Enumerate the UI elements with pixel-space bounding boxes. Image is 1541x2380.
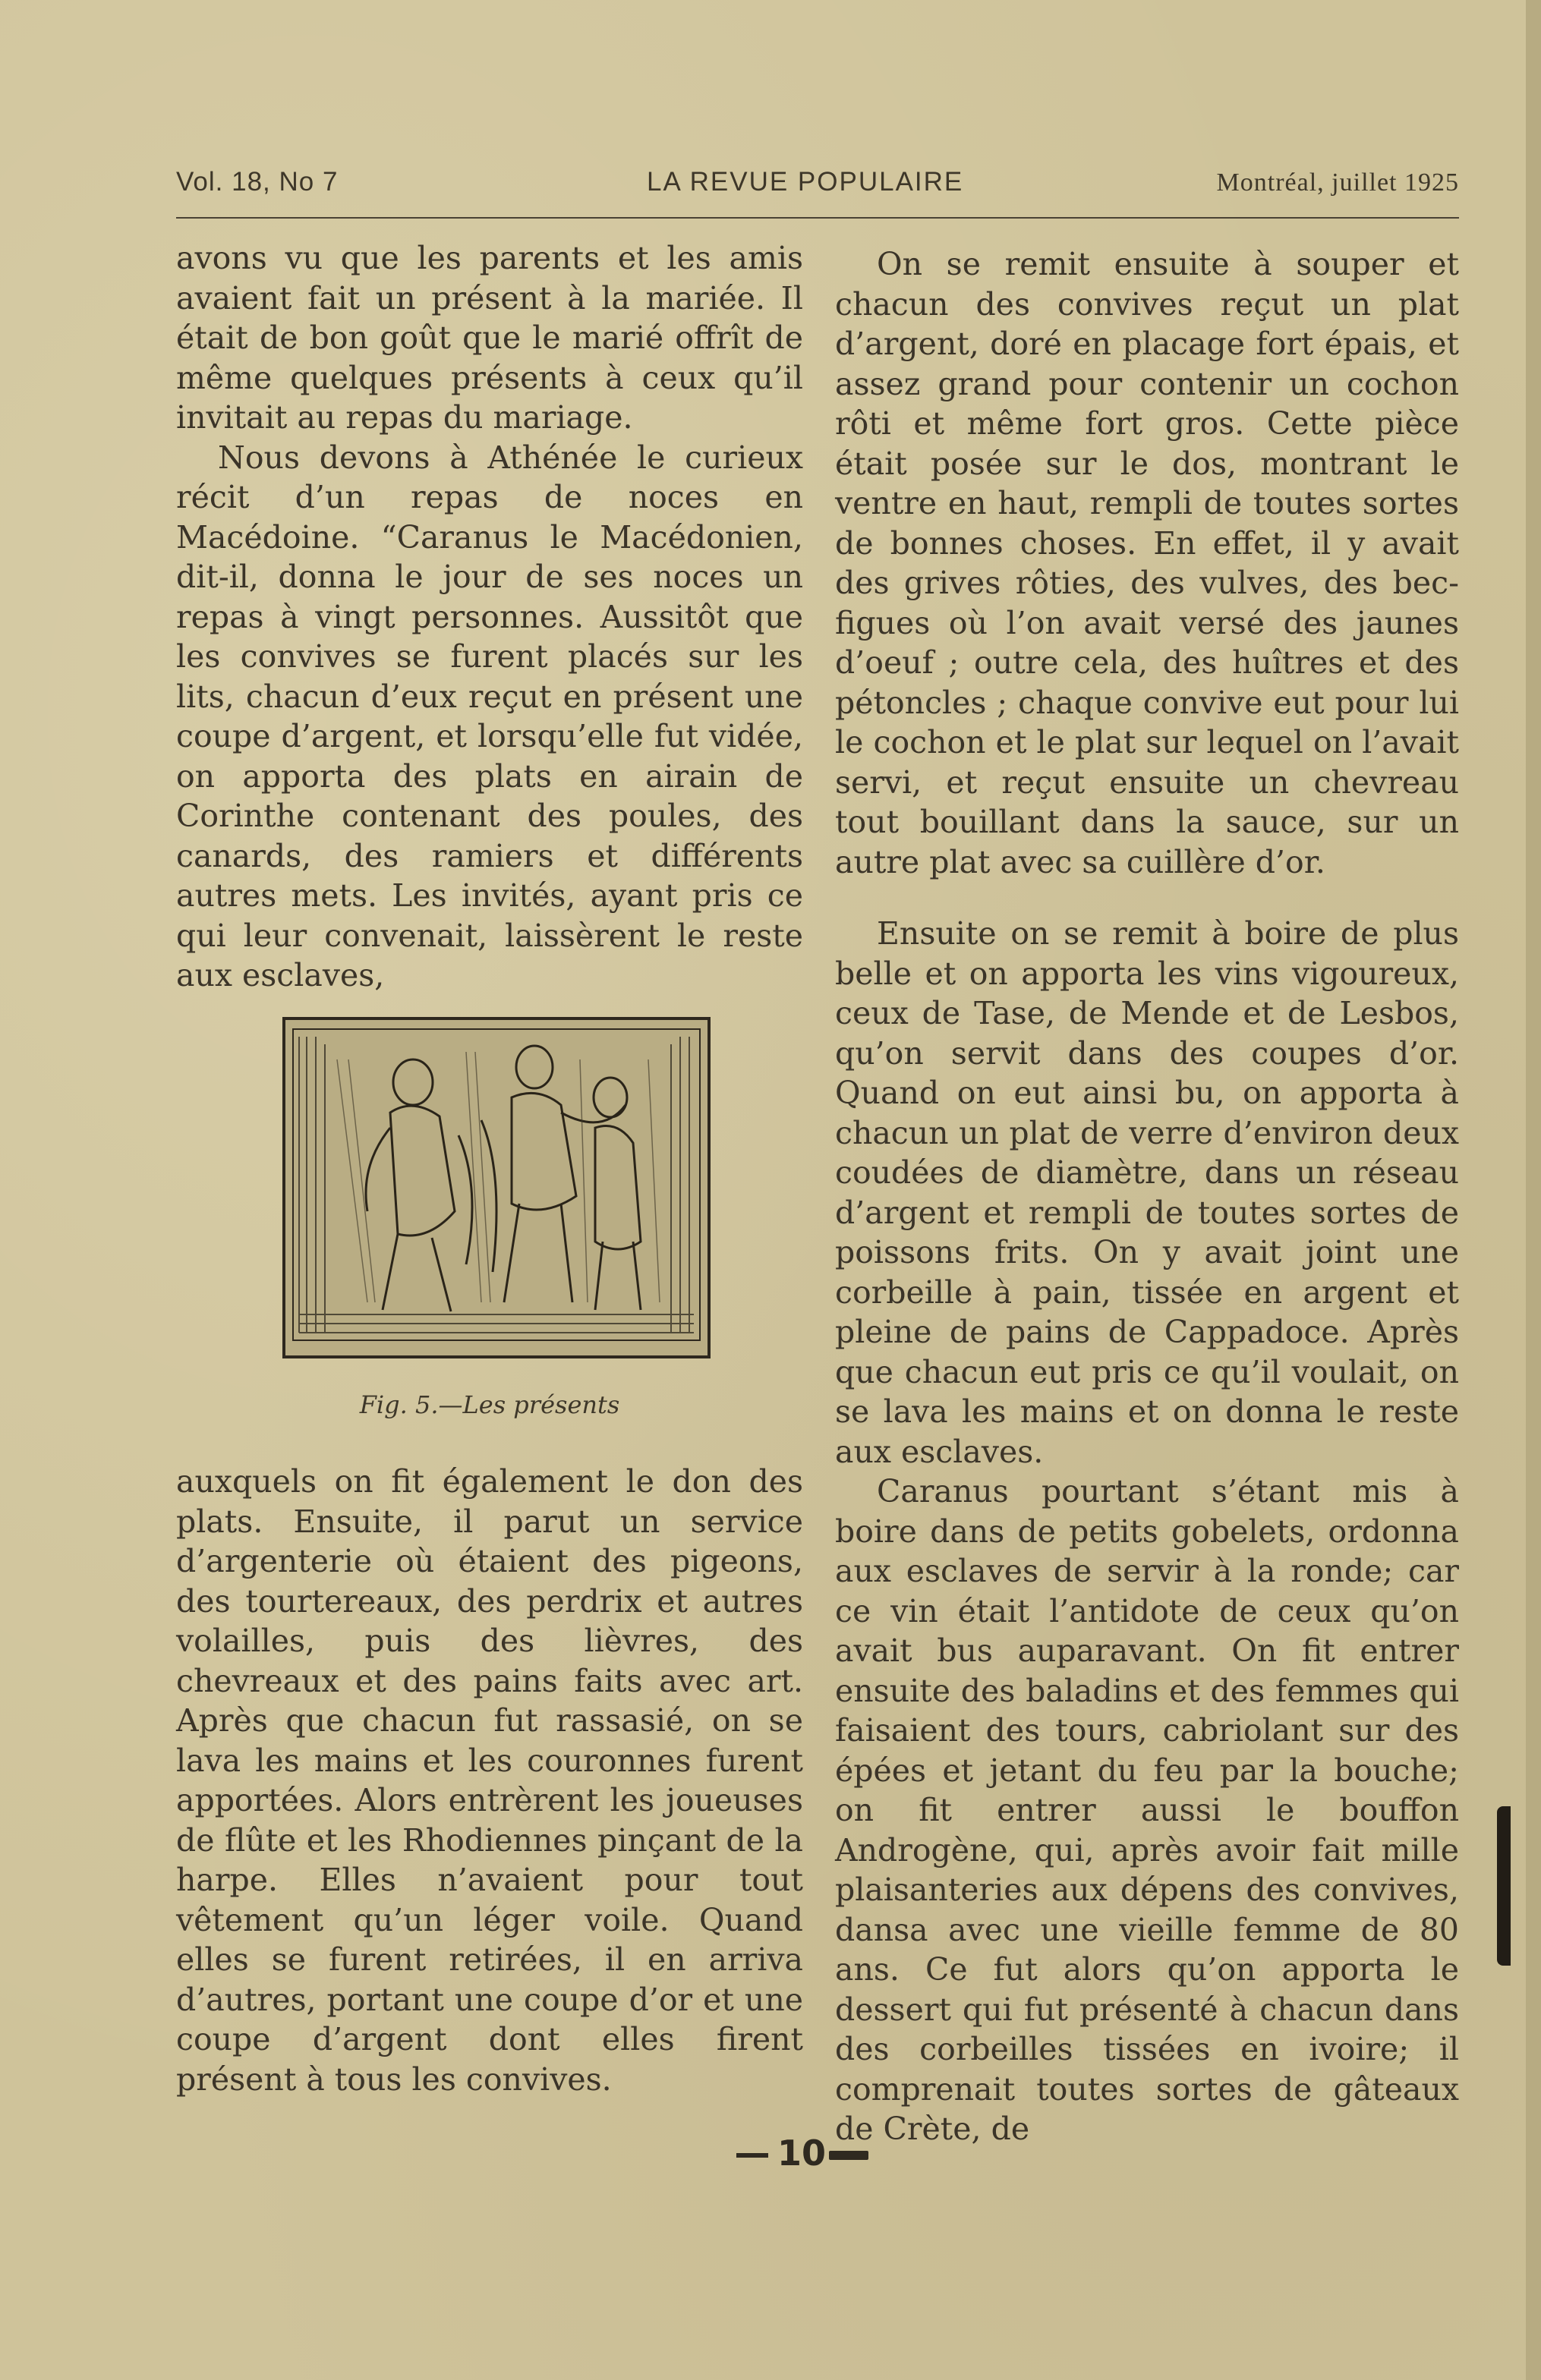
paragraph: auxquels on fit également le don des plats. Ensuite, il parut un service d’argenterie où étaient des pigeons, des tourtereaux, des perdrix et autres volailles, puis des lièvres, des chevreaux et des pains faits avec art. Après que chacun fut rassasié, on se lava les mains et les couronnes furent apportées. Alors entrèrent les joueuses de flûte et les Rhodiennes pinçant de la harpe. Elles n’avaient pour tout vêtement qu’un léger voile. Quand elles se furent retirées, il en arriva d’autres, portant une coupe d’or et une coupe d’argent dont elles firent présent à tous les convives. [176,1463,803,2098]
running-header [176,159,1459,205]
page-number [729,2133,911,2178]
paragraph: avons vu que les parents et les amis avaient fait un présent à la mariée. Il était de bon goût que le marié offrît de même quelques présents à ceux qu’il invitait au repas du mariage. [176,240,803,436]
right-column [835,244,1459,2149]
left-column-top [176,238,803,996]
page-number-text: 10 [777,2133,827,2174]
paragraph: Ensuite on se remit à boire de plus belle et on apporta les vins vigoureux, ceux de Tase, de Mende et de Lesbos, qu’on servit dans des coupes d’or. Quand on eut ainsi bu, on apporta à chacun un plat de verre d’environ deux coudées de diamètre, dans un réseau d’argent et rempli de toutes sortes de poissons frits. On y avait joint une corbeille à pain, tissée en argent et pleine de pains de Cappadoce. Après que chacun eut pris ce qu’il voulait, on se lava les mains et on donna le reste aux esclaves. [835,915,1459,1470]
folio-dash-right [829,2151,868,2160]
journal-title: LA REVUE POPULAIRE [647,167,964,197]
paragraph: Nous devons à Athénée le curieux récit d’un repas de noces en Macédoine. “Caranus le Macédonien, dit-il, donna le jour de ses noces un repas à vingt personnes. Aussitôt que les convives se furent placés sur les lits, chacun d’eux reçut en présent une coupe d’argent, et lorsqu’elle fut vidée, on apporta des plats en airain de Corinthe contenant des poules, des canards, des ramiers et différents autres mets. Les invités, ayant pris ce qui leur convenait, laissèrent le reste aux esclaves, [176,439,803,993]
page-edge-tear [1497,1806,1511,1966]
paragraph: On se remit ensuite à souper et chacun des convives reçut un plat d’argent, doré en placage fort épais, et assez grand pour contenir un cochon rôti et même fort gros. Cette pièce était posée sur le dos, montrant le ventre en haut, rempli de toutes sortes de bonnes choses. En effet, il y avait des grives rôties, des vulves, des bec-figues où l’on avait versé des jaunes d’oeuf ; outre cela, des huîtres et des pétoncles ; chaque convive eut pour lui le cochon et le plat sur lequel on l’avait servi, et reçut ensuite un chevreau tout bouillant dans la sauce, sur un autre plat avec sa cuillère d’or. [835,246,1459,880]
paragraph: Caranus pourtant s’étant mis à boire dans de petits gobelets, ordonna aux esclaves de servir à la ronde; car ce vin était l’antidote de ceux qu’on avait bus auparavant. On fit entrer ensuite des baladins et des femmes qui faisaient des tours, cabriolant sur des épées et jetant du feu par la bouche; on fit entrer aussi le bouffon Androgène, qui, après avoir fait mille plaisanteries aux dépens des convives, dansa avec une vieille femme de 80 ans. Ce fut alors qu’on apporta le dessert qui fut présenté à chacun dans des corbeilles tissées en ivoire; il comprenait toutes sortes de gâteaux de Crète, de [835,1473,1459,2147]
volume-number: Vol. 18, No 7 [176,167,339,197]
place-date: Montréal, juillet 1925 [1216,168,1459,197]
folio-dash-left [736,2153,768,2158]
header-rule [176,217,1459,219]
figure-caption: Fig. 5.—Les présents [359,1390,620,1419]
engraving-illustration [276,1014,715,1365]
left-column-bottom [176,1462,803,2099]
